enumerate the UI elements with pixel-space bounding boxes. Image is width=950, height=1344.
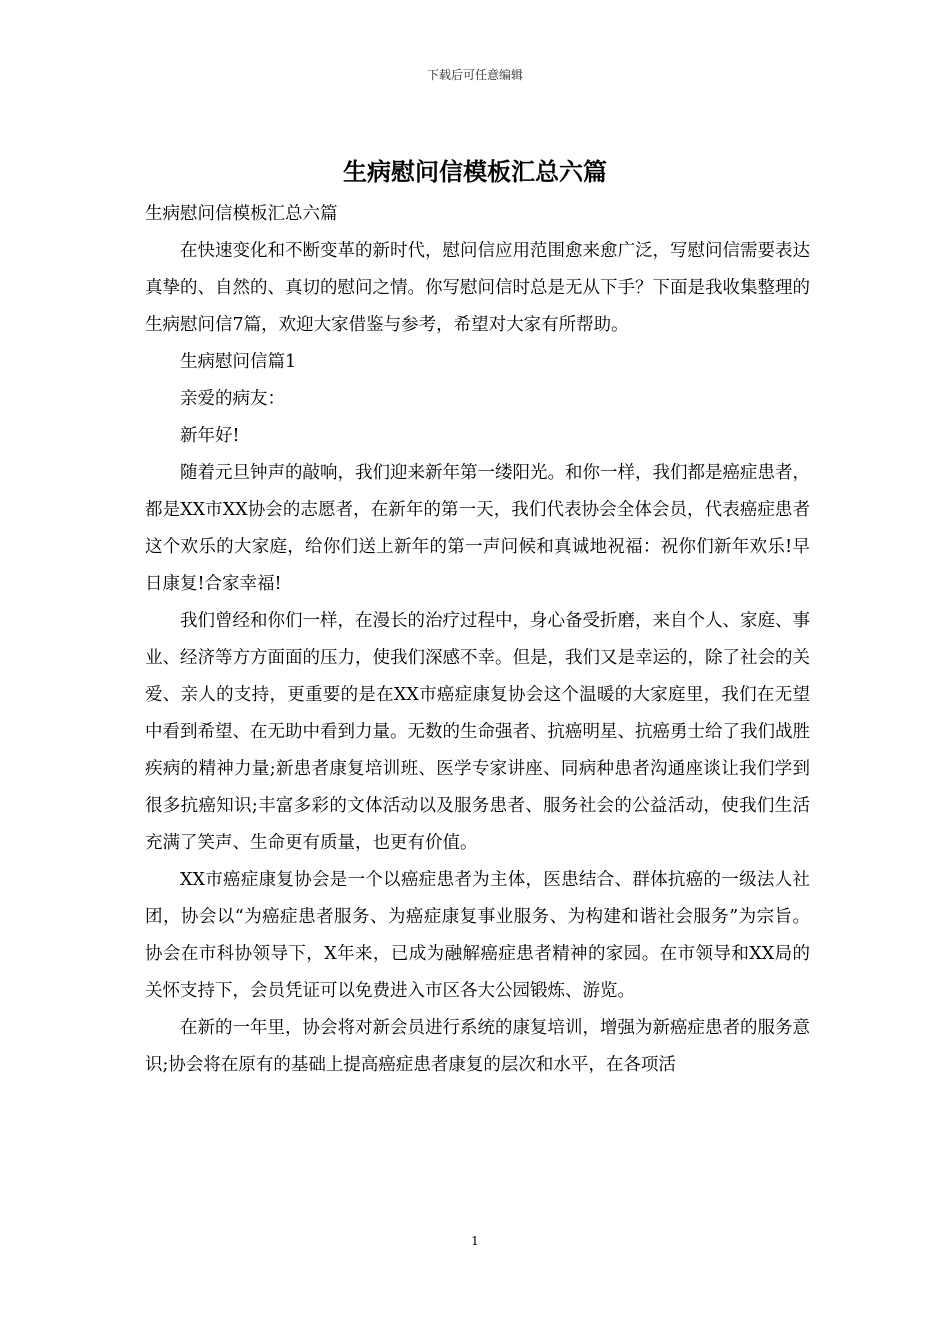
section-heading: 生病慰问信篇1 [180, 352, 297, 372]
body-paragraph: XX市癌症康复协会是一个以癌症患者为主体，医患结合、群体抗癌的一级法人社团，协会以“为癌症患者服务、为癌症康复事业服务、为构建和谐社会服务”为宗旨。协会在市科协领导下，X年来，已成为融解癌症患者精神的家园。在市领导和XX局的关怀支持下，会员凭证可以免费进入市区各大公园锻炼、游览。 [145, 870, 810, 1001]
greeting: 新年好! [180, 426, 240, 446]
document-body [145, 196, 810, 1084]
body-paragraph: 随着元旦钟声的敲响，我们迎来新年第一缕阳光。和你一样，我们都是癌症患者，都是XX市XX协会的志愿者，在新年的第一天，我们代表协会全体会员，代表癌症患者这个欢乐的大家庭，给你们送上新年的第一声问候和真诚地祝福：祝你们新年欢乐!早日康复!合家幸福! [145, 463, 810, 594]
page-number: 1 [471, 1234, 479, 1248]
document-title: 生病慰问信模板汇总六篇 [343, 157, 607, 186]
page-header-note: 下载后可任意编辑 [426, 68, 523, 82]
document-subtitle: 生病慰问信模板汇总六篇 [145, 204, 338, 224]
salutation: 亲爱的病友： [180, 389, 285, 409]
intro-paragraph: 在快速变化和不断变革的新时代，慰问信应用范围愈来愈广泛，写慰问信需要表达真挚的、自然的、真切的慰问之情。你写慰问信时总是无从下手？下面是我收集整理的生病慰问信7篇，欢迎大家借鉴与参考，希望对大家有所帮助。 [145, 241, 810, 335]
body-paragraph: 在新的一年里，协会将对新会员进行系统的康复培训，增强为新癌症患者的服务意识;协会将在原有的基础上提高癌症患者康复的层次和水平，在各项活 [145, 1018, 810, 1075]
body-paragraph: 我们曾经和你们一样，在漫长的治疗过程中，身心备受折磨，来自个人、家庭、事业、经济等方方面面的压力，使我们深感不幸。但是，我们又是幸运的，除了社会的关爱、亲人的支持，更重要的是在XX市癌症康复协会这个温暖的大家庭里，我们在无望中看到希望、在无助中看到力量。无数的生命强者、抗癌明星、抗癌勇士给了我们战胜疾病的精神力量;新患者康复培训班、医学专家讲座、同病种患者沟通座谈让我们学到很多抗癌知识;丰富多彩的文体活动以及服务患者、服务社会的公益活动，使我们生活充满了笑声、生命更有质量，也更有价值。 [145, 611, 810, 853]
